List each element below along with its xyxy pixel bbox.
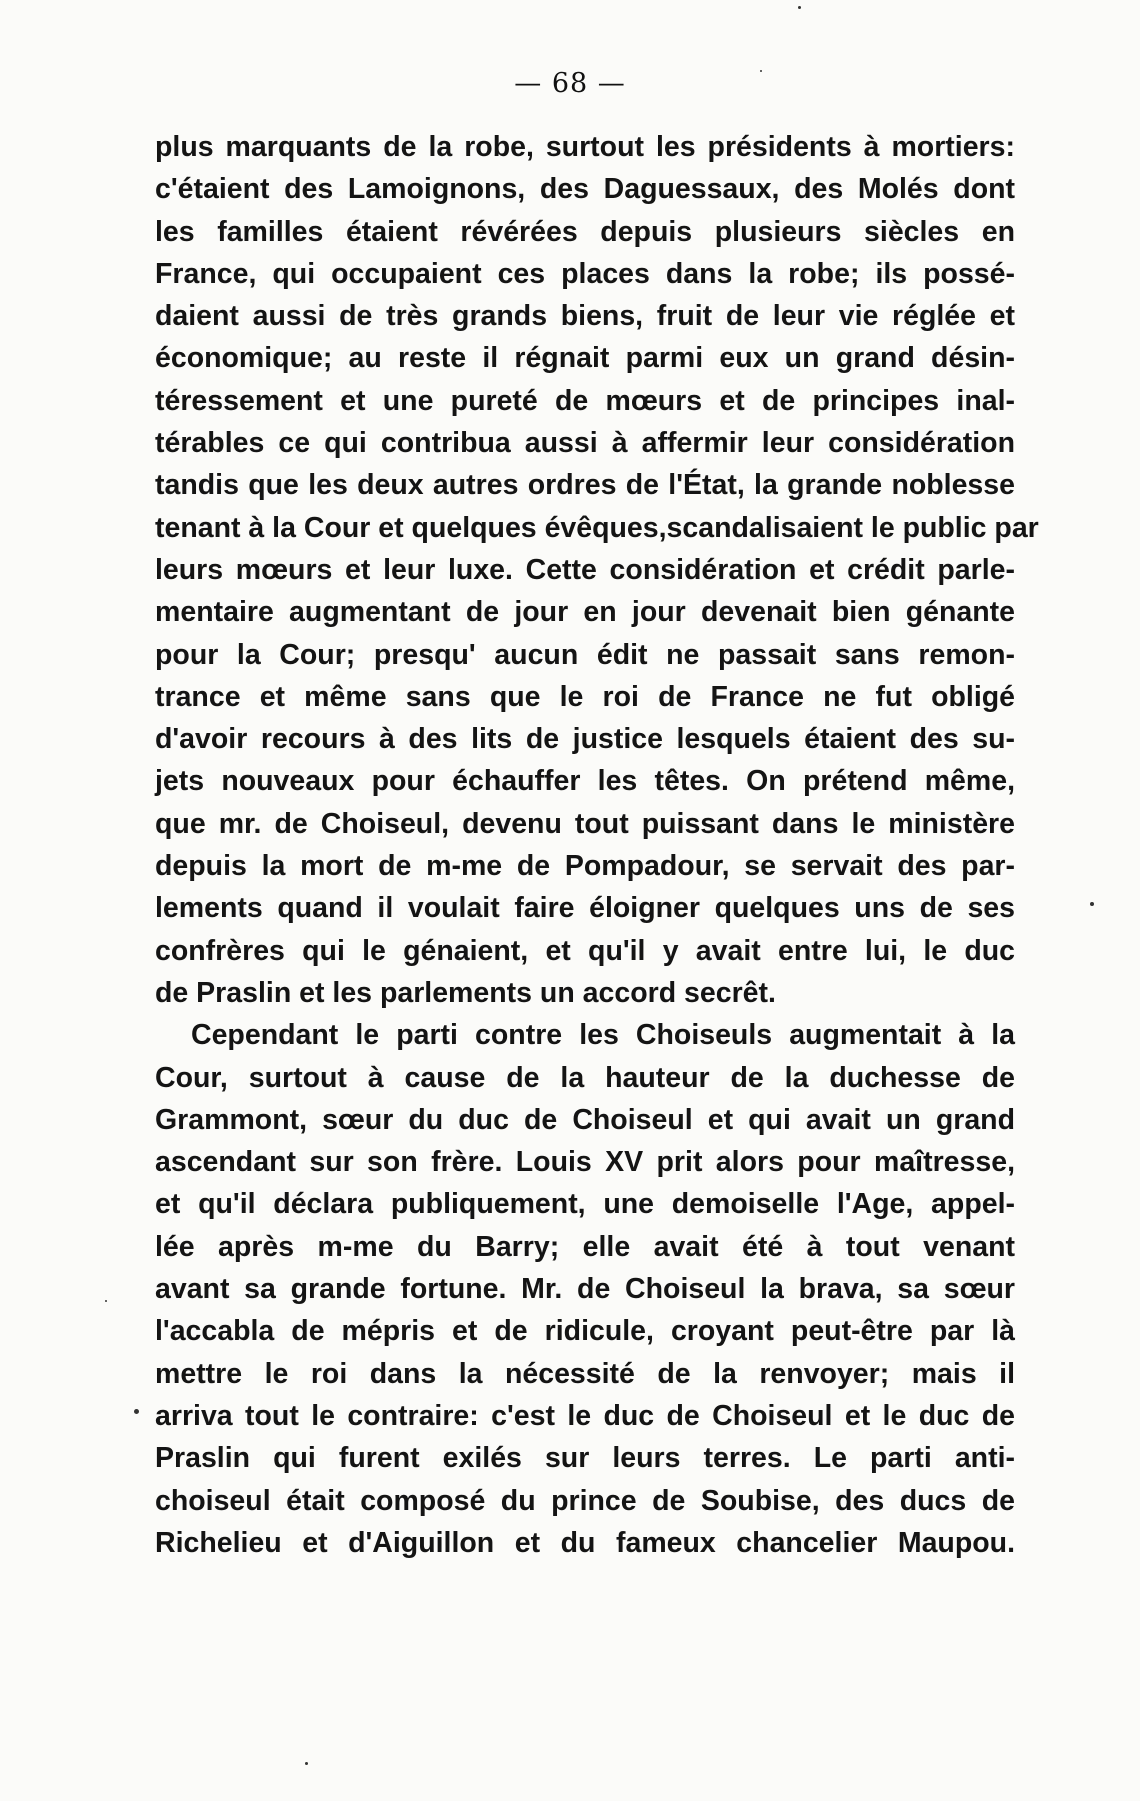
- text-line: économique; au reste il régnait parmi eux un grand désin-: [155, 342, 1015, 375]
- text-line: tenant à la Cour et quelques évêques,scandalisaient le public par: [155, 511, 1039, 544]
- text-line: lée après m-me du Barry; elle avait été à tout venant: [155, 1230, 1015, 1263]
- text-line: trance et même sans que le roi de France ne fut obligé: [155, 680, 1015, 713]
- text-line: Cour, surtout à cause de la hauteur de la duchesse de: [155, 1061, 1015, 1094]
- text-line: c'étaient des Lamoignons, des Daguessaux, des Molés dont: [155, 173, 1015, 206]
- scan-speck: [798, 6, 801, 9]
- scan-speck: [1090, 902, 1094, 906]
- text-line: Richelieu et d'Aiguillon et du fameux chancelier Maupou.: [155, 1526, 1015, 1559]
- text-line: choiseul était composé du prince de Soubise, des ducs de: [155, 1484, 1015, 1517]
- text-line: daient aussi de très grands biens, fruit de leur vie réglée et: [155, 300, 1015, 333]
- text-line: plus marquants de la robe, surtout les présidents à mortiers:: [155, 131, 1015, 163]
- text-line: pour la Cour; presqu' aucun édit ne passait sans remon-: [155, 638, 1015, 671]
- text-line: jets nouveaux pour échauffer les têtes. On prétend même,: [155, 765, 1015, 798]
- text-line: mentaire augmentant de jour en jour devenait bien génante: [155, 596, 1015, 629]
- paragraph-end-line: de Praslin et les parlements un accord secrêt.: [155, 976, 776, 1009]
- text-line: mettre le roi dans la nécessité de la renvoyer; mais il: [155, 1357, 1015, 1390]
- body-text: [155, 126, 1039, 1564]
- scan-speck: [305, 1762, 308, 1765]
- text-line: lements quand il voulait faire éloigner quelques uns de ses: [155, 892, 1015, 925]
- text-line: leurs mœurs et leur luxe. Cette considération et crédit parle-: [155, 553, 1015, 586]
- text-line: téressement et une pureté de mœurs et de principes inal-: [155, 384, 1015, 417]
- scan-speck: [134, 1409, 139, 1414]
- text-line: depuis la mort de m-me de Pompadour, se servait des par-: [155, 850, 1015, 883]
- page-number: — 68 —: [514, 68, 626, 99]
- text-line: les familles étaient révérées depuis plusieurs siècles en: [155, 215, 1015, 248]
- text-line: l'accabla de mépris et de ridicule, croyant peut-être par là: [155, 1315, 1015, 1348]
- text-line: arriva tout le contraire: c'est le duc de Choiseul et le duc de: [155, 1399, 1015, 1432]
- text-line: avant sa grande fortune. Mr. de Choiseul la brava, sa sœur: [155, 1273, 1015, 1306]
- text-line: tandis que les deux autres ordres de l'État, la grande noblesse: [155, 469, 1015, 502]
- text-line: ascendant sur son frère. Louis XV prit alors pour maîtresse,: [155, 1146, 1015, 1179]
- text-line: et qu'il déclara publiquement, une demoiselle l'Age, appel-: [155, 1188, 1015, 1221]
- paragraph-start-line: Cependant le parti contre les Choiseuls augmentait à la: [191, 1019, 1015, 1052]
- scan-speck: [105, 1300, 107, 1302]
- text-line: térables ce qui contribua aussi à affermir leur considération: [155, 427, 1015, 460]
- text-line: France, qui occupaient ces places dans la robe; ils possé-: [155, 257, 1015, 290]
- text-line: d'avoir recours à des lits de justice lesquels étaient des su-: [155, 723, 1015, 756]
- text-line: Grammont, sœur du duc de Choiseul et qui avait un grand: [155, 1103, 1015, 1136]
- text-line: confrères qui le génaient, et qu'il y avait entre lui, le duc: [155, 934, 1015, 967]
- text-line: que mr. de Choiseul, devenu tout puissant dans le ministère: [155, 807, 1015, 840]
- text-line: Praslin qui furent exilés sur leurs terres. Le parti anti-: [155, 1442, 1015, 1475]
- scan-speck: [760, 70, 762, 72]
